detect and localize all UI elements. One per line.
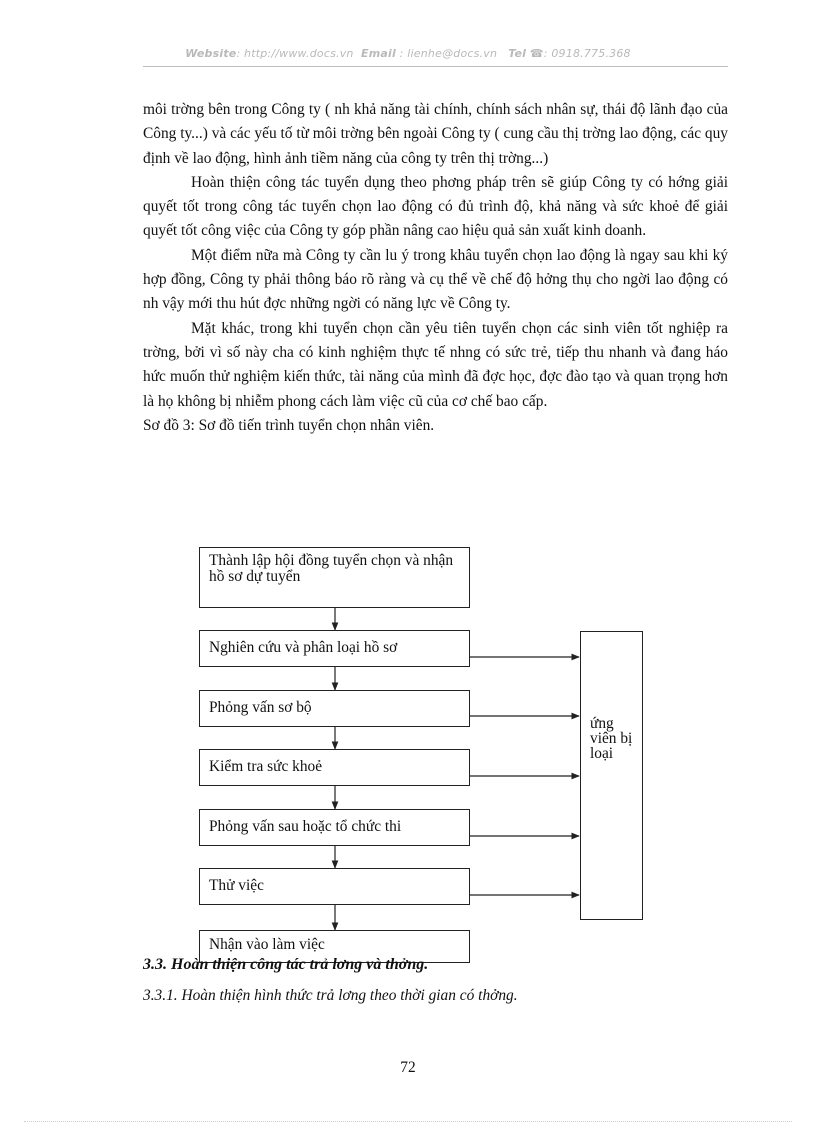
subsection-heading: 3.3.1. Hoàn thiện hình thức trả lơng theo thời gian có thởng. [143, 987, 518, 1004]
diagram-caption: Sơ đồ 3: Sơ đồ tiến trình tuyển chọn nhân viên. [143, 416, 435, 434]
section-heading: 3.3. Hoàn thiện công tác trả lơng và thởng. [143, 956, 429, 973]
header-website-label: Website [185, 47, 237, 60]
header-divider [143, 66, 728, 67]
header-email-value: : lienhe@docs.vn [399, 47, 498, 60]
flow-step-3: Phỏng vấn sơ bộ [199, 690, 470, 727]
document-body [143, 98, 728, 438]
header-tel-value: ☎: 0918.775.368 [529, 47, 631, 60]
header-website-url: : http://www.docs.vn [236, 47, 354, 60]
page-header [0, 47, 816, 60]
flow-step-1: Thành lập hội đồng tuyển chọn và nhận hồ sơ dự tuyển [199, 547, 470, 608]
paragraph: Mặt khác, trong khi tuyển chọn cần yêu tiên tuyển chọn các sinh viên tốt nghiệp ra trờng, bởi vì số này cha có kinh nghiệm thực tế nhng có sức trẻ, tiếp thu nhanh và đang háo hức muốn thử nghiệm kiến thức, tài năng của mình đã đợc học, đợc đào tạo và quan trọng hơn là họ không bị nhiễm phong cách làm việc cũ của cơ chế bao cấp. [143, 319, 728, 410]
flow-step-2: Nghiên cứu và phân loại hồ sơ [199, 630, 470, 667]
flow-step-5: Phỏng vấn sau hoặc tổ chức thi [199, 809, 470, 846]
page-number: 72 [400, 1059, 416, 1076]
flow-step-7: Nhận vào làm việc [199, 930, 470, 963]
recruitment-flowchart [190, 540, 660, 970]
paragraph: môi trờng bên trong Công ty ( nh khả năng tài chính, chính sách nhân sự, thái độ lãnh đạo của Công ty...) và các yếu tố từ môi trờng bên ngoài Công ty ( cung cầu thị trờng lao động, các quy định về lao động, hình ảnh tiềm năng của công ty trên thị trờng...) [143, 101, 728, 167]
header-email-label: Email [361, 47, 396, 60]
rejected-candidates-label: ứng viên bị loại [590, 715, 633, 762]
paragraph: Một điểm nữa mà Công ty cần lu ý trong khâu tuyển chọn lao động là ngay sau khi ký hợp đồng, Công ty phải thông báo rõ ràng và cụ thể về chế độ hởng thụ cho ngời lao động có nh vậy mới thu hút đợc những ngời có năng lực về Công ty. [143, 246, 728, 313]
rejected-candidates-box [580, 631, 643, 920]
flow-step-4: Kiểm tra sức khoẻ [199, 749, 470, 786]
paragraph: Hoàn thiện công tác tuyển dụng theo phơng pháp trên sẽ giúp Công ty có hớng giải quyết tốt trong công tác tuyển chọn lao động có đủ trình độ, khả năng và sức khoẻ để giải quyết tốt công việc của Công ty góp phần nâng cao hiệu quả sản xuất kinh doanh. [143, 173, 728, 240]
header-tel-label: Tel [508, 47, 527, 60]
footer-divider [24, 1121, 792, 1122]
flow-step-6: Thử việc [199, 868, 470, 905]
